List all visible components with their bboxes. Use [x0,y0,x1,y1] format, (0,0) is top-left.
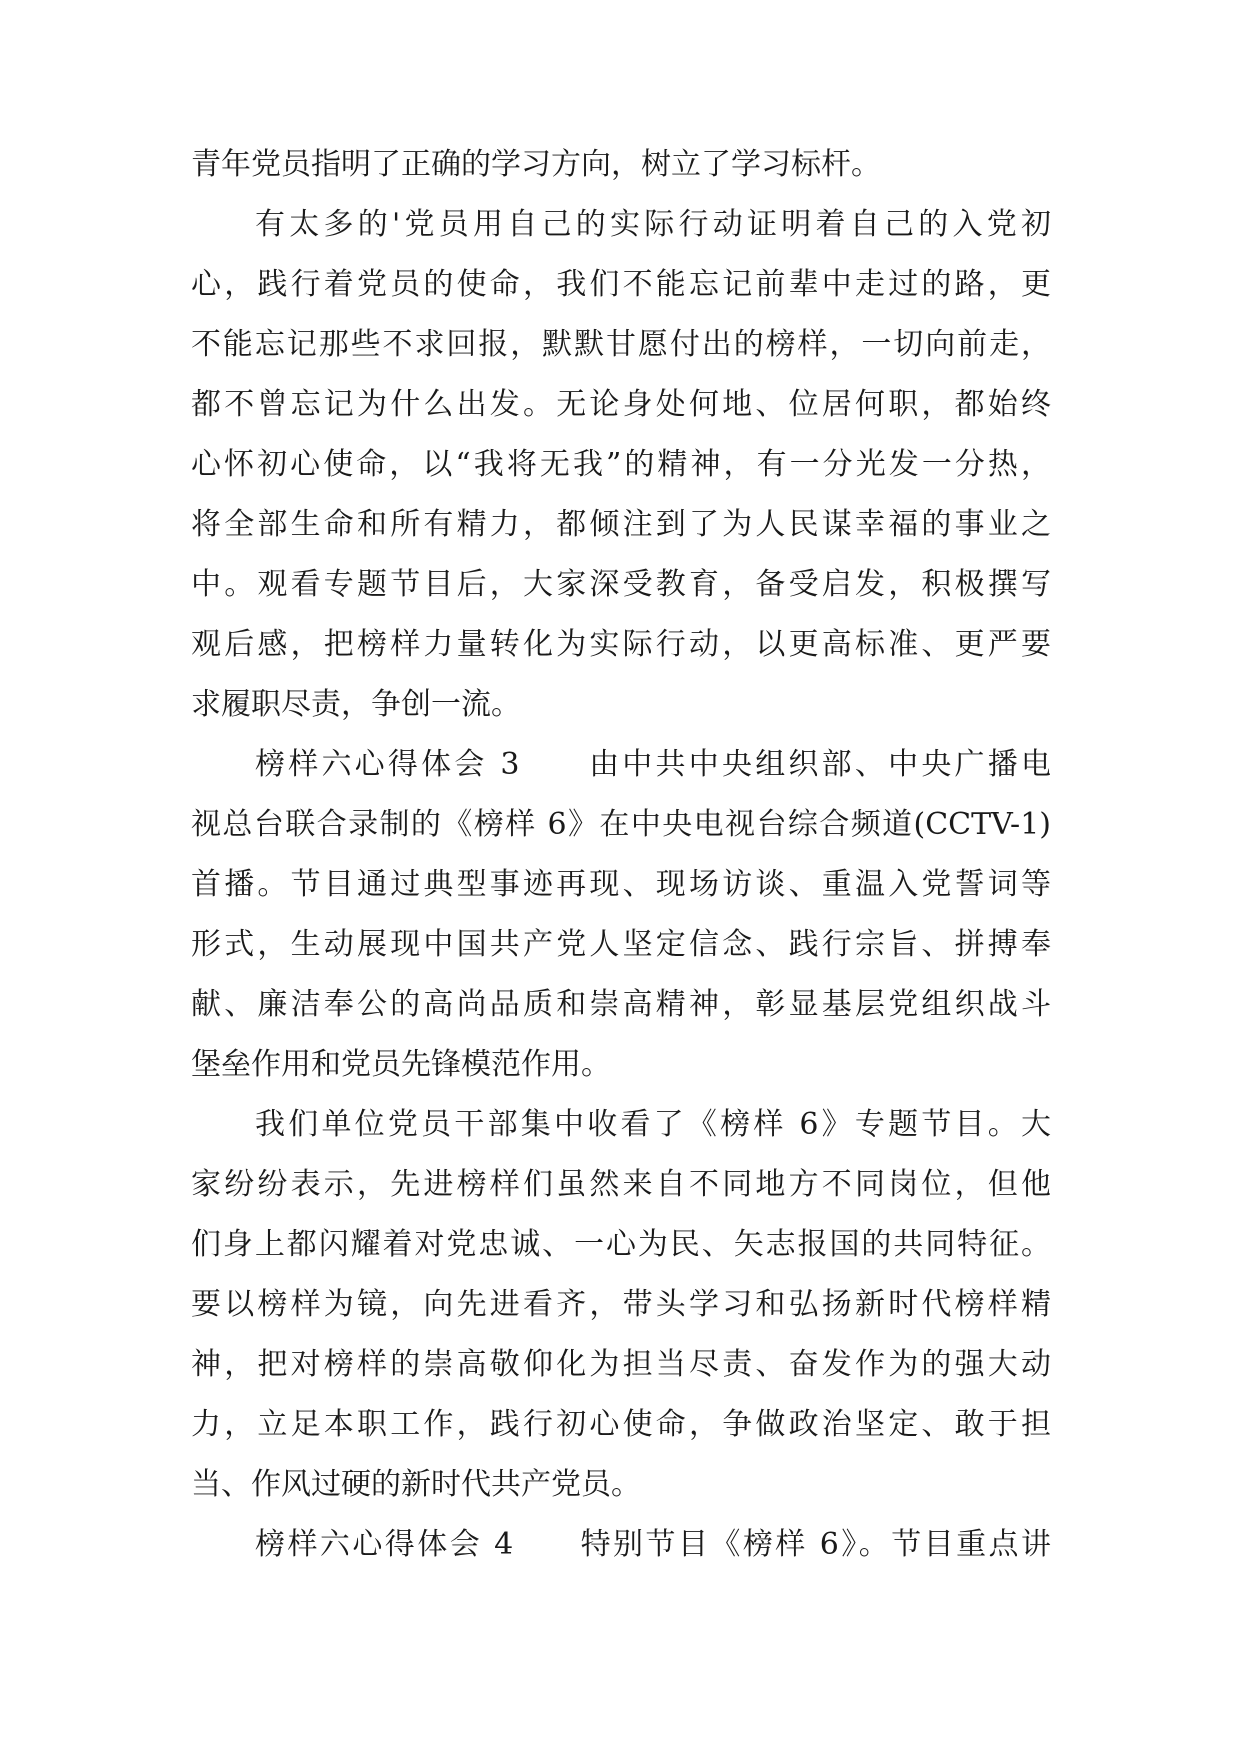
text-line: 神，把对榜样的崇高敬仰化为担当尽责、奋发作为的强大动 [191,1347,1051,1382]
paragraph-start-line: 有太多的'党员用自己的实际行动证明着自己的入党初 [255,207,1051,242]
text-line: 都不曾忘记为什么出发。无论身处何地、位居何职，都始终 [191,387,1051,422]
text-line: 力，立足本职工作，践行初心使命，争做政治坚定、敢于担 [191,1407,1051,1442]
text-line: 青年党员指明了正确的学习方向，树立了学习标杆。 [191,147,881,182]
text-line: 首播。节目通过典型事迹再现、现场访谈、重温入党誓词等 [191,867,1051,902]
text-line: 求履职尽责，争创一流。 [191,687,521,722]
text-line: 献、廉洁奉公的高尚品质和崇高精神，彰显基层党组织战斗 [191,987,1051,1022]
text-line: 当、作风过硬的新时代共产党员。 [191,1467,641,1502]
text-line: 中。观看专题节目后，大家深受教育，备受启发，积极撰写 [191,567,1051,602]
text-line: 心怀初心使命，以“我将无我”的精神，有一分光发一分热， [191,447,1051,482]
text-line: 堡垒作用和党员先锋模范作用。 [191,1047,611,1082]
text-line: 不能忘记那些不求回报，默默甘愿付出的榜样，一切向前走， [191,327,1051,362]
text-line: 形式，生动展现中国共产党人坚定信念、践行宗旨、拼搏奉 [191,927,1051,962]
text-line: 视总台联合录制的《榜样 6》在中央电视台综合频道(CCTV-1) [191,807,1051,842]
text-line: 观后感，把榜样力量转化为实际行动，以更高标准、更严要 [191,627,1051,662]
section-heading-line: 榜样六心得体会 3 由中共中央组织部、中央广播电 [255,747,1051,782]
text-line: 们身上都闪耀着对党忠诚、一心为民、矢志报国的共同特征。 [191,1227,1051,1262]
text-line: 家纷纷表示，先进榜样们虽然来自不同地方不同岗位，但他 [191,1167,1051,1202]
text-line: 要以榜样为镜，向先进看齐，带头学习和弘扬新时代榜样精 [191,1287,1051,1322]
paragraph-start-line: 我们单位党员干部集中收看了《榜样 6》专题节目。大 [255,1107,1051,1142]
section-heading-line: 榜样六心得体会 4 特别节目《榜样 6》。节目重点讲 [255,1527,1051,1562]
text-line: 心，践行着党员的使命，我们不能忘记前辈中走过的路，更 [191,267,1051,302]
text-line: 将全部生命和所有精力，都倾注到了为人民谋幸福的事业之 [191,507,1051,542]
